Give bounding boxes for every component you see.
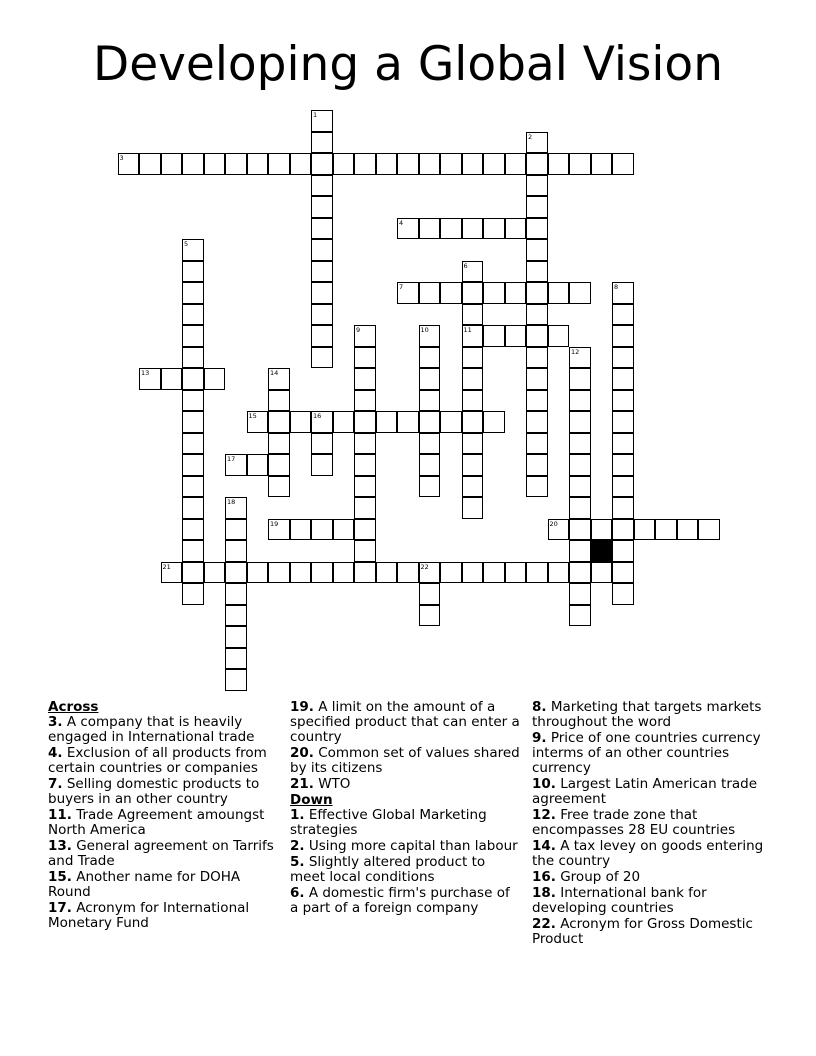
grid-cell[interactable]	[483, 325, 505, 347]
grid-cell[interactable]	[462, 390, 484, 412]
grid-cell[interactable]	[182, 411, 204, 433]
grid-cell[interactable]	[419, 433, 441, 455]
cell-number: 6	[463, 261, 468, 270]
cell-number: 11	[463, 326, 472, 334]
grid-cell[interactable]	[483, 153, 505, 175]
cell-number: 7	[399, 283, 404, 291]
grid-cell[interactable]	[182, 347, 204, 369]
clue-text: Another name for DOHA Round	[48, 869, 241, 900]
grid-cell[interactable]	[139, 368, 161, 390]
grid-cell[interactable]	[333, 153, 355, 175]
grid-cell[interactable]	[247, 562, 269, 584]
clue-text: International bank for developing countries	[532, 885, 707, 916]
clue-text: WTO	[313, 776, 351, 792]
grid-cell[interactable]	[526, 433, 548, 455]
grid-cell[interactable]	[247, 153, 269, 175]
grid-cell[interactable]	[225, 583, 247, 605]
grid-cell[interactable]	[526, 476, 548, 498]
grid-cell[interactable]	[182, 476, 204, 498]
grid-cell[interactable]	[591, 562, 613, 584]
grid-cell[interactable]	[591, 519, 613, 541]
clue-text: Slightly altered product to meet local conditions	[290, 854, 486, 885]
grid-cell[interactable]	[225, 669, 247, 691]
grid-cell[interactable]	[419, 390, 441, 412]
grid-cell[interactable]	[268, 153, 290, 175]
grid-cell[interactable]	[182, 325, 204, 347]
grid-cell[interactable]	[419, 325, 441, 347]
grid-cell[interactable]	[161, 153, 183, 175]
grid-cell[interactable]	[311, 347, 333, 369]
grid-cell[interactable]	[462, 304, 484, 326]
grid-cell[interactable]	[419, 605, 441, 627]
grid-cell[interactable]	[182, 433, 204, 455]
grid-cell[interactable]	[333, 519, 355, 541]
grid-cell[interactable]	[612, 540, 634, 562]
grid-cell[interactable]	[182, 261, 204, 283]
down-clue	[290, 886, 522, 916]
grid-cell[interactable]	[376, 153, 398, 175]
cell-number: 14	[270, 369, 279, 377]
grid-cell[interactable]	[677, 519, 699, 541]
grid-cell[interactable]	[225, 562, 247, 584]
clue-text: Marketing that targets markets throughout the word	[532, 699, 762, 730]
across-clue	[48, 839, 280, 869]
grid-cell[interactable]	[419, 368, 441, 390]
cell-number: 15	[248, 412, 257, 420]
grid-cell[interactable]	[612, 325, 634, 347]
grid-cell[interactable]	[612, 583, 634, 605]
clue-text: Group of 20	[555, 869, 641, 885]
grid-cell[interactable]	[397, 153, 419, 175]
grid-cell[interactable]	[247, 411, 269, 433]
clue-number: 10.	[532, 776, 556, 792]
grid-cell[interactable]	[526, 368, 548, 390]
grid-cell[interactable]	[462, 476, 484, 498]
grid-cell[interactable]	[397, 218, 419, 240]
grid-cell[interactable]	[505, 153, 527, 175]
down-clue	[532, 870, 768, 885]
grid-cell[interactable]	[290, 519, 312, 541]
across-clue	[48, 746, 280, 776]
clue-text: A company that is heavily engaged in International trade	[48, 714, 255, 745]
grid-cell[interactable]	[333, 411, 355, 433]
grid-cell[interactable]	[462, 454, 484, 476]
grid-cell[interactable]	[268, 368, 290, 390]
cell-number: 10	[420, 326, 429, 334]
grid-cell[interactable]	[634, 519, 656, 541]
grid-cell[interactable]	[462, 325, 484, 347]
grid-cell[interactable]	[182, 583, 204, 605]
cell-number: 9	[356, 326, 361, 334]
grid-cell[interactable]	[311, 519, 333, 541]
grid-cell[interactable]	[526, 153, 548, 175]
grid-cell[interactable]	[311, 110, 333, 132]
clue-text: Price of one countries currency interms of an other countries currency	[532, 730, 761, 776]
clue-text: General agreement on Tarrifs and Trade	[48, 838, 274, 869]
grid-cell[interactable]	[462, 282, 484, 304]
grid-cell[interactable]	[311, 304, 333, 326]
grid-cell[interactable]	[354, 411, 376, 433]
grid-cell[interactable]	[182, 497, 204, 519]
grid-cell[interactable]	[591, 153, 613, 175]
grid-cell[interactable]	[268, 476, 290, 498]
grid-cell[interactable]	[569, 368, 591, 390]
grid-cell[interactable]	[225, 454, 247, 476]
clue-text: A limit on the amount of a specified product that can enter a country	[290, 699, 520, 745]
cell-number: 8	[614, 283, 619, 291]
clues-column-3	[532, 700, 768, 948]
clue-number: 22.	[532, 916, 556, 932]
grid-cell[interactable]	[612, 153, 634, 175]
grid-cell[interactable]	[526, 411, 548, 433]
grid-cell[interactable]	[569, 153, 591, 175]
grid-cell[interactable]	[268, 454, 290, 476]
grid-cell[interactable]	[268, 390, 290, 412]
grid-cell[interactable]	[462, 261, 484, 283]
clue-number: 21.	[290, 776, 314, 792]
grid-cell[interactable]	[419, 282, 441, 304]
cell-number: 16	[313, 412, 322, 420]
cell-number: 19	[270, 519, 279, 528]
clue-number: 15.	[48, 869, 72, 885]
grid-cell[interactable]	[182, 304, 204, 326]
grid-cell[interactable]	[526, 196, 548, 218]
grid-cell[interactable]	[612, 411, 634, 433]
clue-number: 4.	[48, 745, 63, 761]
grid-cell[interactable]	[182, 390, 204, 412]
grid-cell[interactable]	[462, 347, 484, 369]
clue-text: Selling domestic products to buyers in an other country	[48, 776, 260, 807]
grid-cell[interactable]	[204, 153, 226, 175]
grid-cell[interactable]	[182, 454, 204, 476]
clue-number: 8.	[532, 699, 547, 715]
grid-cell[interactable]	[440, 411, 462, 433]
grid-cell[interactable]	[569, 433, 591, 455]
grid-cell[interactable]	[204, 562, 226, 584]
cell-number: 21	[162, 562, 171, 571]
grid-cell[interactable]	[569, 583, 591, 605]
grid-cell[interactable]	[569, 497, 591, 519]
grid-cell[interactable]	[462, 218, 484, 240]
grid-cell[interactable]	[483, 411, 505, 433]
down-clue	[532, 731, 768, 776]
clue-number: 5.	[290, 854, 305, 870]
grid-cell[interactable]	[419, 476, 441, 498]
grid-cell[interactable]	[354, 540, 376, 562]
grid-cell[interactable]	[548, 519, 570, 541]
grid-cell[interactable]	[612, 368, 634, 390]
grid-cell[interactable]	[612, 347, 634, 369]
down-clue	[532, 839, 768, 869]
clue-text: Using more capital than labour	[304, 838, 518, 854]
grid-cell[interactable]	[311, 153, 333, 175]
across-clue	[290, 700, 522, 745]
grid-cell[interactable]	[354, 368, 376, 390]
cell-number: 22	[420, 562, 429, 571]
grid-cell[interactable]	[354, 519, 376, 541]
grid-cell[interactable]	[440, 282, 462, 304]
grid-cell[interactable]	[354, 454, 376, 476]
grid-cell[interactable]	[612, 390, 634, 412]
clue-number: 13.	[48, 838, 72, 854]
grid-cell[interactable]	[419, 347, 441, 369]
grid-cell[interactable]	[612, 519, 634, 541]
cell-number: 1	[313, 111, 318, 119]
clue-text: Acronym for Gross Domestic Product	[532, 916, 753, 947]
clue-number: 14.	[532, 838, 556, 854]
grid-cell[interactable]	[612, 304, 634, 326]
grid-cell[interactable]	[612, 476, 634, 498]
grid-cell[interactable]	[526, 347, 548, 369]
grid-cell[interactable]	[548, 562, 570, 584]
grid-cell[interactable]	[483, 562, 505, 584]
grid-cell[interactable]	[698, 519, 720, 541]
grid-cell[interactable]	[569, 411, 591, 433]
down-clue	[290, 839, 522, 854]
grid-cell[interactable]	[526, 390, 548, 412]
clues-column-1	[48, 700, 280, 932]
grid-cell[interactable]	[182, 153, 204, 175]
down-heading: Down	[290, 792, 333, 808]
grid-cell[interactable]	[569, 282, 591, 304]
grid-cell[interactable]	[311, 196, 333, 218]
clue-text: Trade Agreement amoungst North America	[48, 807, 265, 838]
clue-text: Acronym for International Monetary Fund	[48, 900, 250, 931]
clue-number: 9.	[532, 730, 547, 746]
grid-cell[interactable]	[182, 540, 204, 562]
grid-cell[interactable]	[548, 325, 570, 347]
grid-cell[interactable]	[376, 562, 398, 584]
grid-cell[interactable]	[225, 626, 247, 648]
clue-number: 18.	[532, 885, 556, 901]
grid-cell[interactable]	[311, 325, 333, 347]
clue-text: A tax levey on goods entering the country	[532, 838, 764, 869]
grid-cell[interactable]	[419, 454, 441, 476]
grid-cell[interactable]	[354, 497, 376, 519]
grid-cell[interactable]	[569, 540, 591, 562]
grid-cell[interactable]	[290, 562, 312, 584]
grid-cell[interactable]	[440, 562, 462, 584]
grid-cell[interactable]	[569, 605, 591, 627]
grid-cell[interactable]	[548, 153, 570, 175]
clue-number: 2.	[290, 838, 305, 854]
grid-cell[interactable]	[569, 347, 591, 369]
clue-text: A domestic firm's purchase of a part of a foreign company	[290, 885, 510, 916]
grid-cell[interactable]	[311, 218, 333, 240]
grid-cell[interactable]	[569, 476, 591, 498]
grid-cell[interactable]	[397, 282, 419, 304]
cell-number: 13	[141, 369, 150, 377]
grid-cell[interactable]	[311, 132, 333, 154]
clue-text: Exclusion of all products from certain countries or companies	[48, 745, 267, 776]
grid-cell[interactable]	[526, 175, 548, 197]
cell-number: 17	[227, 455, 236, 463]
grid-cell[interactable]	[225, 519, 247, 541]
grid-cell[interactable]	[462, 497, 484, 519]
down-clue	[532, 777, 768, 807]
clue-text: Common set of values shared by its citizens	[290, 745, 520, 776]
grid-cell[interactable]	[182, 282, 204, 304]
grid-cell[interactable]	[505, 562, 527, 584]
grid-cell[interactable]	[612, 282, 634, 304]
grid-cell[interactable]	[268, 519, 290, 541]
down-clue	[290, 855, 522, 885]
grid-cell[interactable]	[268, 562, 290, 584]
grid-cell[interactable]	[569, 519, 591, 541]
grid-cell[interactable]	[526, 239, 548, 261]
grid-cell[interactable]	[612, 433, 634, 455]
clue-number: 7.	[48, 776, 63, 792]
grid-cell[interactable]	[569, 562, 591, 584]
grid-cell[interactable]	[655, 519, 677, 541]
grid-cell[interactable]	[505, 282, 527, 304]
across-clue	[48, 808, 280, 838]
puzzle-title: Developing a Global Vision	[93, 37, 723, 92]
grid-cell[interactable]	[354, 153, 376, 175]
grid-cell[interactable]	[419, 583, 441, 605]
cell-number: 20	[549, 519, 558, 528]
grid-cell[interactable]	[569, 390, 591, 412]
cell-number: 4	[399, 218, 404, 227]
grid-cell[interactable]	[462, 411, 484, 433]
grid-cell[interactable]	[182, 519, 204, 541]
clue-text: Effective Global Marketing strategies	[290, 807, 487, 838]
clue-text: Free trade zone that encompasses 28 EU countries	[532, 807, 736, 838]
grid-cell[interactable]	[290, 411, 312, 433]
grid-cell[interactable]	[505, 325, 527, 347]
grid-cell[interactable]	[526, 562, 548, 584]
grid-cell[interactable]	[225, 648, 247, 670]
grid-cell[interactable]	[311, 562, 333, 584]
grid-cell[interactable]	[290, 153, 312, 175]
grid-cell[interactable]	[354, 476, 376, 498]
down-clue	[532, 917, 768, 947]
grid-cell[interactable]	[225, 497, 247, 519]
grid-cell[interactable]	[462, 368, 484, 390]
grid-cell[interactable]	[354, 347, 376, 369]
clue-number: 17.	[48, 900, 72, 916]
grid-cell[interactable]	[376, 411, 398, 433]
grid-cell[interactable]	[462, 433, 484, 455]
grid-cell[interactable]	[419, 562, 441, 584]
grid-cell[interactable]	[204, 368, 226, 390]
grid-cell[interactable]	[462, 153, 484, 175]
clue-number: 20.	[290, 745, 314, 761]
grid-cell[interactable]	[139, 153, 161, 175]
grid-cell[interactable]	[440, 218, 462, 240]
grid-cell[interactable]	[118, 153, 140, 175]
grid-cell[interactable]	[268, 433, 290, 455]
grid-cell[interactable]	[462, 562, 484, 584]
grid-cell[interactable]	[225, 540, 247, 562]
down-clue	[532, 808, 768, 838]
grid-cell[interactable]	[225, 605, 247, 627]
cell-number: 18	[227, 498, 236, 506]
grid-cell[interactable]	[354, 390, 376, 412]
black-square	[591, 540, 613, 562]
grid-cell[interactable]	[419, 411, 441, 433]
grid-cell[interactable]	[311, 175, 333, 197]
across-clue	[48, 901, 280, 931]
across-clue	[290, 746, 522, 776]
clue-number: 12.	[532, 807, 556, 823]
grid-cell[interactable]	[225, 153, 247, 175]
grid-cell[interactable]	[311, 411, 333, 433]
across-clue	[290, 777, 522, 792]
grid-cell[interactable]	[526, 454, 548, 476]
grid-cell[interactable]	[397, 562, 419, 584]
clue-number: 3.	[48, 714, 63, 730]
across-clue	[48, 777, 280, 807]
grid-cell[interactable]	[354, 325, 376, 347]
cell-number: 2	[528, 132, 533, 141]
grid-cell[interactable]	[311, 239, 333, 261]
grid-cell[interactable]	[483, 282, 505, 304]
cell-number: 5	[184, 240, 189, 248]
grid-cell[interactable]	[182, 368, 204, 390]
clues-column-2	[290, 700, 522, 917]
clue-number: 19.	[290, 699, 314, 715]
across-clue	[48, 715, 280, 745]
across-clue	[48, 870, 280, 900]
grid-cell[interactable]	[612, 562, 634, 584]
grid-cell[interactable]	[354, 433, 376, 455]
grid-cell[interactable]	[311, 454, 333, 476]
cell-number: 3	[119, 154, 124, 162]
grid-cell[interactable]	[161, 368, 183, 390]
grid-cell[interactable]	[311, 282, 333, 304]
grid-cell[interactable]	[612, 454, 634, 476]
clue-number: 16.	[532, 869, 556, 885]
grid-cell[interactable]	[247, 454, 269, 476]
grid-cell[interactable]	[397, 411, 419, 433]
grid-cell[interactable]	[354, 562, 376, 584]
clue-number: 11.	[48, 807, 72, 823]
grid-cell[interactable]	[548, 282, 570, 304]
grid-cell[interactable]	[505, 218, 527, 240]
grid-cell[interactable]	[526, 325, 548, 347]
grid-cell[interactable]	[161, 562, 183, 584]
grid-cell[interactable]	[440, 153, 462, 175]
grid-cell[interactable]	[526, 304, 548, 326]
grid-cell[interactable]	[483, 218, 505, 240]
across-heading: Across	[48, 699, 99, 715]
grid-cell[interactable]	[419, 218, 441, 240]
down-clue	[532, 700, 768, 730]
grid-cell[interactable]	[311, 261, 333, 283]
grid-cell[interactable]	[526, 218, 548, 240]
grid-cell[interactable]	[526, 261, 548, 283]
clue-number: 1.	[290, 807, 305, 823]
grid-cell[interactable]	[333, 562, 355, 584]
down-clue	[532, 886, 768, 916]
grid-cell[interactable]	[311, 433, 333, 455]
clue-number: 6.	[290, 885, 305, 901]
grid-cell[interactable]	[268, 411, 290, 433]
grid-cell[interactable]	[526, 132, 548, 154]
grid-cell[interactable]	[182, 239, 204, 261]
grid-cell[interactable]	[612, 497, 634, 519]
clue-text: Largest Latin American trade agreement	[532, 776, 758, 807]
cell-number: 12	[571, 347, 580, 356]
grid-cell[interactable]	[182, 562, 204, 584]
grid-cell[interactable]	[526, 282, 548, 304]
grid-cell[interactable]	[569, 454, 591, 476]
grid-cell[interactable]	[419, 153, 441, 175]
down-clue	[290, 808, 522, 838]
